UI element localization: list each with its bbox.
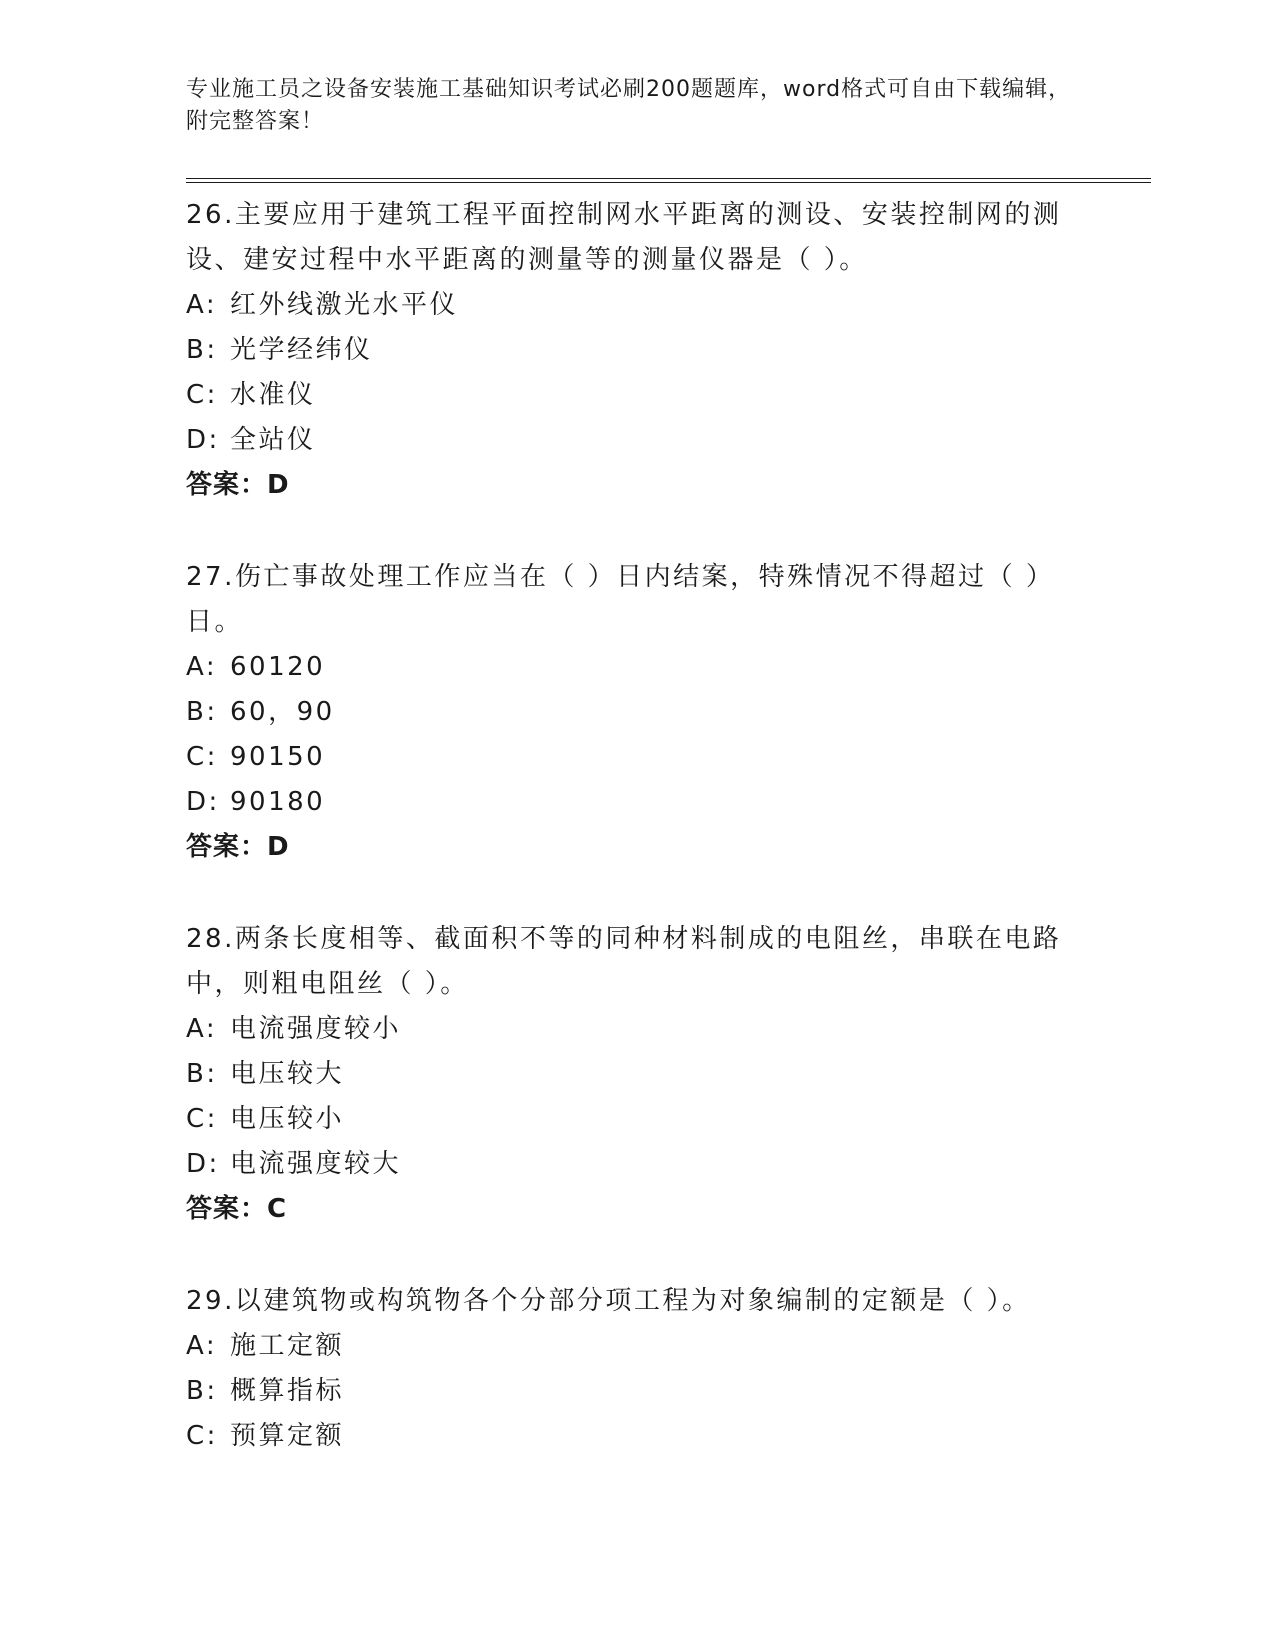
option-key: C: bbox=[186, 1421, 218, 1451]
question-list bbox=[186, 193, 1151, 1459]
option-a bbox=[186, 283, 1151, 328]
option-key: D: bbox=[186, 787, 220, 817]
option-text: 电流强度较大 bbox=[230, 1149, 402, 1179]
option-text: 光学经纬仪 bbox=[230, 335, 373, 365]
option-text: 90150 bbox=[230, 742, 326, 772]
option-key: D: bbox=[186, 425, 220, 455]
option-c bbox=[186, 735, 1151, 780]
option-key: D: bbox=[186, 1149, 220, 1179]
answer-line: 答案：D bbox=[186, 832, 290, 862]
option-key: B: bbox=[186, 697, 218, 727]
option-key: A: bbox=[186, 1331, 218, 1361]
option-c bbox=[186, 373, 1151, 418]
option-text: 电压较大 bbox=[230, 1059, 345, 1089]
option-text: 概算指标 bbox=[230, 1376, 345, 1406]
option-key: C: bbox=[186, 380, 218, 410]
document-header: 专业施工员之设备安装施工基础知识考试必刷200题题库，word格式可自由下载编辑，附完整答案！ bbox=[186, 77, 1072, 134]
option-d bbox=[186, 780, 1151, 825]
option-c bbox=[186, 1097, 1151, 1142]
option-b bbox=[186, 328, 1151, 373]
option-text: 电压较小 bbox=[230, 1104, 345, 1134]
option-text: 电流强度较小 bbox=[230, 1014, 402, 1044]
option-key: A: bbox=[186, 1014, 218, 1044]
option-text: 全站仪 bbox=[230, 425, 316, 455]
header-double-rule bbox=[186, 178, 1151, 183]
option-d bbox=[186, 418, 1151, 463]
question-29 bbox=[186, 1279, 1151, 1459]
answer-line: 答案：C bbox=[186, 1194, 288, 1224]
question-stem: 29.以建筑物或构筑物各个分部分项工程为对象编制的定额是（ ）。 bbox=[186, 1286, 1031, 1316]
option-text: 预算定额 bbox=[230, 1421, 345, 1451]
option-c bbox=[186, 1414, 1151, 1459]
question-27 bbox=[186, 555, 1151, 870]
option-a bbox=[186, 645, 1151, 690]
option-key: B: bbox=[186, 1059, 218, 1089]
option-key: A: bbox=[186, 290, 218, 320]
question-stem: 27.伤亡事故处理工作应当在（ ）日内结案，特殊情况不得超过（ ）日。 bbox=[186, 562, 1055, 637]
option-text: 水准仪 bbox=[230, 380, 316, 410]
answer-line: 答案：D bbox=[186, 470, 290, 500]
option-b bbox=[186, 1052, 1151, 1097]
option-text: 90180 bbox=[230, 787, 326, 817]
option-d bbox=[186, 1142, 1151, 1187]
option-key: A: bbox=[186, 652, 218, 682]
option-key: C: bbox=[186, 742, 218, 772]
option-key: B: bbox=[186, 1376, 218, 1406]
option-b bbox=[186, 690, 1151, 735]
option-text: 施工定额 bbox=[230, 1331, 345, 1361]
option-a bbox=[186, 1007, 1151, 1052]
option-key: B: bbox=[186, 335, 218, 365]
option-b bbox=[186, 1369, 1151, 1414]
question-28 bbox=[186, 917, 1151, 1232]
question-stem: 28.两条长度相等、截面积不等的同种材料制成的电阻丝，串联在电路中，则粗电阻丝（ ）。 bbox=[186, 924, 1062, 999]
option-text: 60，90 bbox=[230, 697, 335, 727]
option-text: 60120 bbox=[230, 652, 326, 682]
option-a bbox=[186, 1324, 1151, 1369]
option-key: C: bbox=[186, 1104, 218, 1134]
question-26 bbox=[186, 193, 1151, 508]
option-text: 红外线激光水平仪 bbox=[230, 290, 459, 320]
question-stem: 26.主要应用于建筑工程平面控制网水平距离的测设、安装控制网的测设、建安过程中水平距离的测量等的测量仪器是（ ）。 bbox=[186, 200, 1062, 275]
